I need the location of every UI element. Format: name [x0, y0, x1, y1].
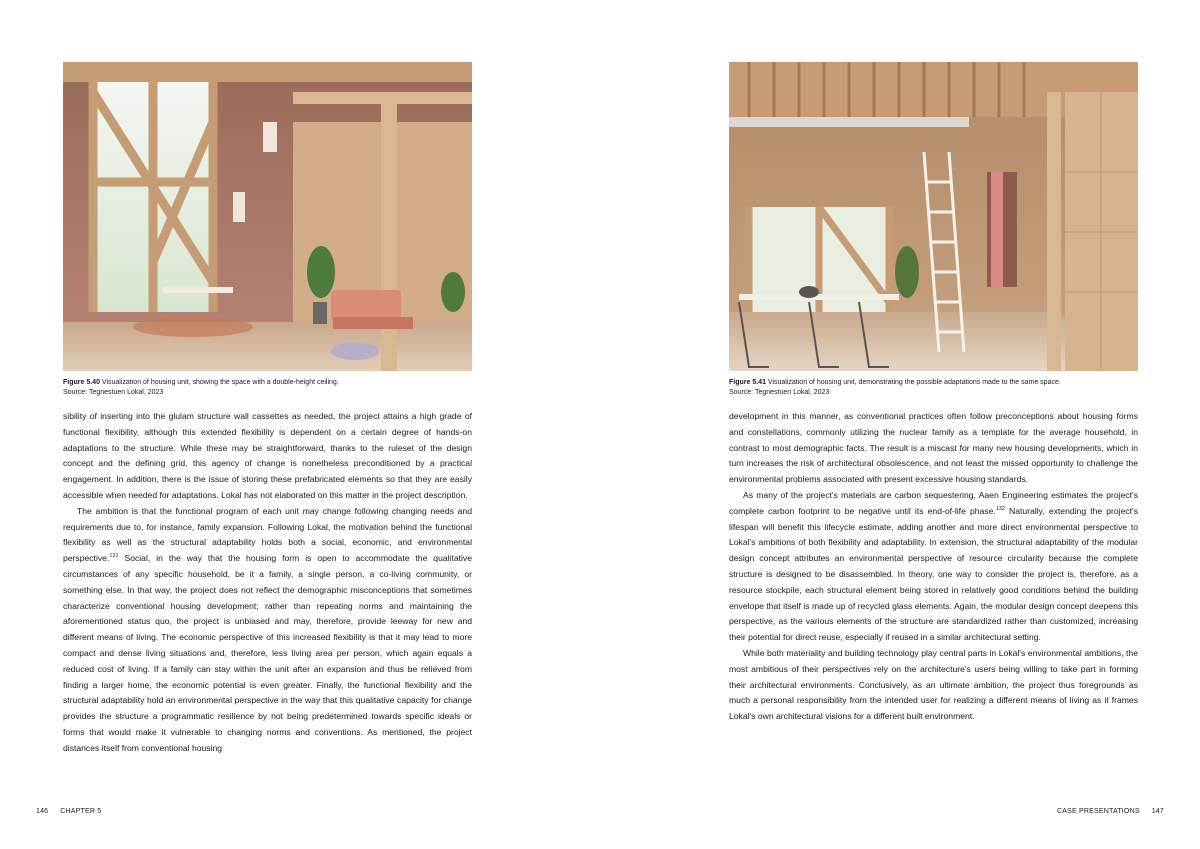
figure-caption-text: Visualization of housing unit, showing the space with a double-height ceiling. [99, 379, 339, 386]
running-head: CASE PRESENTATIONS [1057, 808, 1140, 815]
paragraph-text: The ambition is that the functional program of each unit may change following changing needs and requirements due to, for instance, family expansion. Following Lokal, the motivation behind the functional flexibility as well as the structural adaptability holds both a social, economic, and environmental perspective. [63, 505, 472, 564]
figure-label: Figure 5.41 [729, 379, 766, 386]
paragraph: development in this manner, as conventional practices often follow preconceptions about housing forms and constellations, commonly utilizing the nuclear family as a template for the average household, in contrast to most demographic facts. The result is a miscast for many new housing developments, which in turn increases the risk of architectural obsolescence, and not least the missed opportunity to challenge the environmental problems associated with present excessive housing standards. [729, 411, 1138, 485]
footnote-ref: 131 [109, 553, 119, 560]
figure-5-40-image [63, 62, 472, 371]
figure-label: Figure 5.40 [63, 379, 100, 386]
paragraph: While both materiality and building technology play central parts in Lokal's environmental ambitions, the most ambitious of their perspectives rely on the architecture's users being willing to take part in forming their architectural environments. Conclusively, as an ultimate ambition, the project thus foregrounds as much a personal responsibility from the intended user for realizing a different means of living as it frames Lokal's own architectural visions for a different built environment. [729, 647, 1138, 722]
figure-5-41-caption [729, 378, 1138, 398]
page-number: 146 [36, 808, 49, 815]
figure-source: Source: Tegnestuen Lokal, 2023 [63, 389, 164, 396]
footnote-ref: 132 [995, 505, 1005, 512]
figure-5-40-caption [63, 378, 472, 398]
figure-5-41-image [729, 62, 1138, 371]
paragraph-text: As many of the project's materials are carbon sequestering, Aaen Engineering estimates the project's complete carbon footprint to be negative until its end-of-life phase. [729, 489, 1138, 516]
right-folio [1045, 808, 1164, 815]
paragraph [63, 504, 472, 757]
running-head: CHAPTER 5 [60, 808, 102, 815]
paragraph-text: Social, in the way that the housing form is open to accommodate the qualitative circumstances of any specific household, be it a family, a single person, a co-living community, or something else. In that way, the project does not reflect the demographic misconceptions that sometimes characterize conventional housing development; rather than repeating norms and maintaining the aforementioned status quo, the project is unbiased and may, therefore, provide leeway for new and different means of living. The economic perspective of this increased flexibility is that it may lead to more compact and dense living situations and, therefore, less living area per person, which again equals a reduced cost of living. If a family can stay within the unit after an expansion and thus be relieved from finding a larger home, the economic potential is even greater. Finally, the functional flexibility and the structural adaptability hold an environmental perspective in the way that this qualitative capacity for change provides the structure a programmatic resilience by not being predetermined towards specific ideals or forms that would make it vulnerable to changing norms and conventions. As mentioned, the project distances itself from conventional housing [63, 553, 472, 753]
figure-caption-text: Visualization of housing unit, demonstrating the possible adaptations made to the same space. [765, 379, 1061, 386]
right-page [600, 0, 1200, 849]
page-number: 147 [1151, 808, 1164, 815]
right-body-text [729, 409, 1138, 725]
paragraph [729, 488, 1138, 646]
figure-source: Source: Tegnestuen Lokal, 2023 [729, 389, 830, 396]
left-body-text [63, 409, 472, 757]
paragraph-text: Naturally, extending the project's lifespan will benefit this lifecycle estimate, adding another and more direct environmental perspective to Lokal's ambitions of both flexibility and adaptability. In extension, the structural adaptability of the modular design concept attributes an environmental perspective of resource circularity because the complete structure is designed to be disassembled. In theory, one way to consider the project is, therefore, as a resource stockpile, each structural element being stored in relatively good conditions behind the building envelope that itself is made up of recycled glass elements. Again, the modular design concept deepens this perspective, as the various elements of the structure are standardized rather than customized, increasing their potential for direct reuse, especially if reused in a similar architectural setting. [729, 505, 1138, 643]
paragraph: sibility of inserting into the glulam structure wall cassettes as needed, the project attains a high grade of functional flexibility, although this extended flexibility is dependent on a certain degree of hands-on adaptations to the structure. While these may be straightforward, thanks to the ruleset of the design concept and the defining grid, this agency of change is nonetheless preconditioned by a practical engagement. In addition, there is the issue of storing these prefabricated elements so that they are easily accessible when needed for adaptations. Lokal has not elaborated on this matter in the project description. [63, 411, 472, 500]
left-folio [36, 808, 113, 815]
